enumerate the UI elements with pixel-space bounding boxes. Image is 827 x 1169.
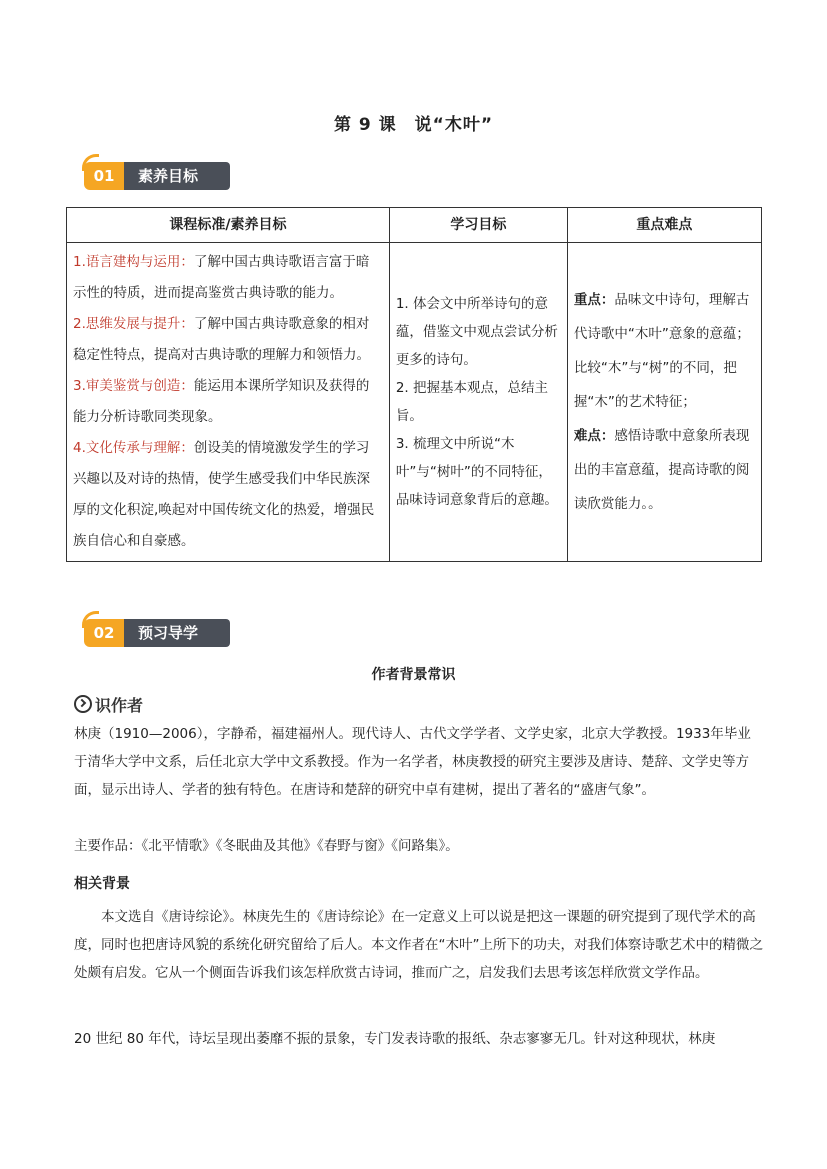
author-bio: 林庚（1910—2006），字静希，福建福州人。现代诗人、古代文学学者、文学史家，北京大学教授。1933年毕业于清华大学中文系，后任北京大学中文系教授。作为一名学者，林庚教授的研究主要涉及唐诗、楚辞、文学史等方面，显示出诗人、学者的独有特色。在唐诗和楚辞的研究中卓有建树，提出了著名的“盛唐气象”。 <box>74 726 751 798</box>
section-number: 01 <box>84 162 124 190</box>
key-points-cell <box>567 243 761 562</box>
section-badge-goals <box>84 158 234 194</box>
goals-table <box>66 207 762 562</box>
key-point: 重点：品味文中诗句，理解古代诗歌中“木叶”意象的意蕴；比较“木”与“树”的不同，把握“木”的艺术特征； <box>573 292 750 410</box>
table-header: 学习目标 <box>389 208 567 243</box>
standard-item: 2.思维发展与提升：了解中国古典诗歌意象的相对稳定性特点，提高对古典诗歌的理解力和领悟力。 <box>73 316 370 363</box>
author-background-heading: 作者背景常识 <box>371 667 456 683</box>
standard-item: 3.审美鉴赏与创造：能运用本课所学知识及获得的能力分析诗歌同类现象。 <box>73 378 370 425</box>
standard-item: 1.语言建构与运用：了解中国古典诗歌语言富于暗示性的特质，进而提高鉴赏古典诗歌的能力。 <box>73 254 370 301</box>
know-author-heading: 识作者 <box>74 693 143 716</box>
objective-item: 1. 体会文中所举诗句的意蕴，借鉴文中观点尝试分析更多的诗句。 <box>395 296 558 368</box>
main-works: 主要作品：《北平情歌》《冬眠曲及其他》《春野与窗》《问路集》。 <box>74 838 459 854</box>
background-text: 本文选自《唐诗综论》。林庚先生的《唐诗综论》在一定意义上可以说是把这一课题的研究提到了现代学术的高度，同时也把唐诗风貌的系统化研究留给了后人。本文作者在“木叶”上所下的功夫，对我们体察诗歌艺术中的精微之处颇有启发。它从一个侧面告诉我们该怎样欣赏古诗词，推而广之，启发我们去思考该怎样欣赏文学作品。 <box>74 909 763 981</box>
standards-cell <box>67 243 390 562</box>
objective-item: 3. 梳理文中所说“木叶”与“树叶”的不同特征，品味诗词意象背后的意趣。 <box>395 436 558 508</box>
page-title: 第 9 课 说“木叶” <box>333 115 493 135</box>
objectives-cell <box>389 243 567 562</box>
background-heading: 相关背景 <box>74 876 130 892</box>
background-text-2: 20 世纪 80 年代，诗坛呈现出萎靡不振的景象，专门发表诗歌的报纸、杂志寥寥无几。针对这种现状，林庚 <box>74 1031 716 1047</box>
check-circle-icon <box>74 695 92 713</box>
section-number: 02 <box>84 619 124 647</box>
section-label: 预习导学 <box>124 619 230 647</box>
difficult-point: 难点：感悟诗歌中意象所表现出的丰富意蕴，提高诗歌的阅读欣赏能力。。 <box>573 428 750 512</box>
section-badge-preview <box>84 615 234 651</box>
objective-item: 2. 把握基本观点，总结主旨。 <box>395 380 549 424</box>
table-header: 重点难点 <box>567 208 761 243</box>
standard-item: 4.文化传承与理解：创设美的情境激发学生的学习兴趣以及对诗的热情，使学生感受我们中华民族深厚的文化积淀,唤起对中国传统文化的热爱，增强民族自信心和自豪感。 <box>73 440 375 549</box>
table-header: 课程标准/素养目标 <box>67 208 390 243</box>
section-label: 素养目标 <box>124 162 230 190</box>
